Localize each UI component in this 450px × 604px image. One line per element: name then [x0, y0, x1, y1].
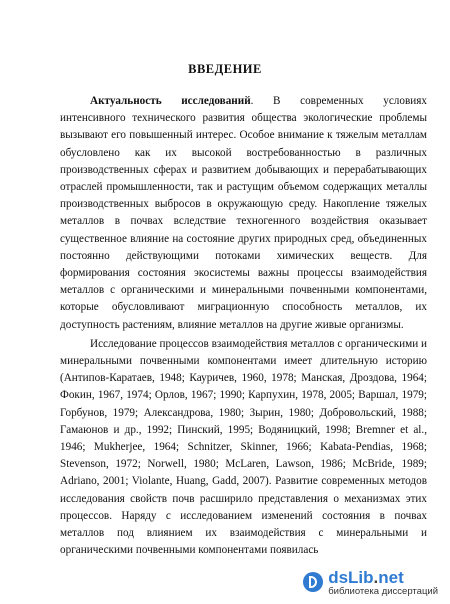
dslib-logo-icon	[303, 572, 323, 592]
page-title: ВВЕДЕНИЕ	[188, 62, 262, 76]
paragraph-1-lead: Актуальность исследований	[90, 95, 251, 107]
document-body	[60, 93, 427, 559]
brand-tld: net	[378, 567, 404, 587]
watermark-text	[328, 569, 438, 597]
watermark-subtitle: библиотека диссертаций	[328, 585, 438, 597]
paragraph-1-text: . В современных условиях интенсивного технического развития общества экологические проблемы вызывают его повышенный интерес. Особое внимание к тяжелым металлам обусловлено как их высокой востребованностью в различных производственных сферах и развитием добывающих и перерабатывающих отраслей промышленности, так и растущим объемом содержащих металлы производственных выбросов в окружающую среду. Накопление тяжелых металлов в почвах вследствие техногенного воздействия оказывает существенное влияние на состояние других природных сред, объединенных постоянно действующими потоками химических веществ. Для формирования состояния экосистемы важны процессы взаимодействия металлов с органическими и минеральными почвенными компонентами, которые обусловливают миграционную способность металлов, их доступность растениям, влияние металлов на другие живые организмы.	[60, 95, 427, 331]
watermark-brand	[328, 569, 438, 586]
dslib-watermark	[299, 567, 442, 599]
brand-main: dsLib	[328, 567, 374, 587]
paragraph-2: Исследование процессов взаимодействия металлов с органическими и минеральными почвенными компонентами имеет длительную историю (Антипов-Каратаев, 1948; Кауричев, 1960, 1978; Манская, Дроздова, 1964; Фокин, 1967, 1974; Орлов, 1967; 1990; Карпухин, 1978, 2005; Варшал, 1979; Горбунов, 1979; Александрова, 1980; Зырин, 1980; Добровольский, 1988; Гамаюнов и др., 1992; Пинский, 1995; Водяницкий, 1998; Bremner et al., 1946; Mukherjee, 1964; Schnitzer, Skinner, 1966; Kabata-Pendias, 1968; Stevenson, 1972; Norwell, 1980; McLaren, Lawson, 1986; McBride, 1989; Adriano, 2001; Violante, Huang, Gadd, 2007). Развитие современных методов исследования свойств почв расширило представления о механизмах этих процессов. Наряду с исследованием изменений состояния в почвах металлов под влиянием их взаимодействия с минеральными и органическими почвенными компонентами появилась	[60, 337, 427, 557]
paragraph-1	[60, 93, 427, 334]
brand-dot: .	[373, 567, 379, 587]
